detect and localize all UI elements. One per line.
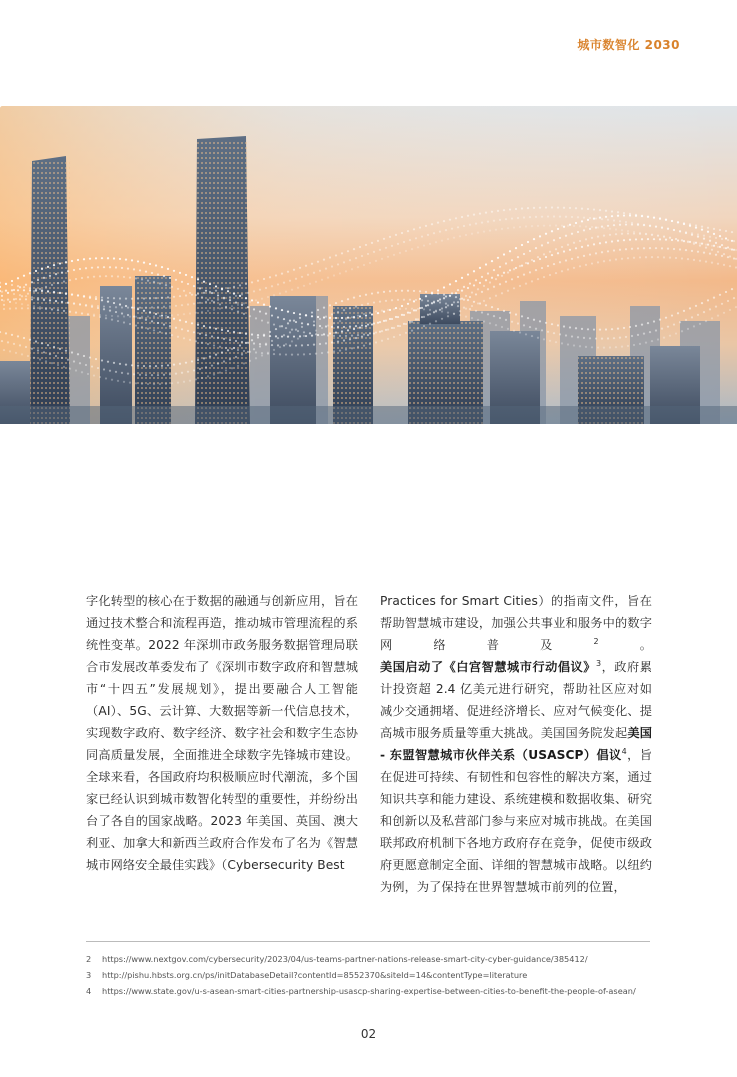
footnote-ref[interactable]: 4 bbox=[621, 746, 627, 756]
page-number: 02 bbox=[360, 1027, 377, 1041]
footnote-number: 4 bbox=[86, 986, 92, 996]
body-paragraph: 字化转型的核心在于数据的融通与创新应用，旨在通过技术整合和流程再造，推动城市管理流程的系统性变革。2022 年深圳市政务服务数据管理局联合市发展改革委发布了《深圳市数字政府和智慧城市“十四五”发展规划》，提出要融合人工智能（AI）、5G、云计算、大数据等新一代信息技术，实现数字政府、数字经济、数字社会和数字生态协同高质量发展，全面推进全球数字先锋城市建设。全球来看，各国政府均积极顺应时代潮流，多个国家已经认识到城市数智化转型的重要性，并纷纷出台了各自的国家战略。2023 年美国、英国、澳大利亚、加拿大和新西兰政府合作发布了名为《智慧城市网络安全最佳实践》（Cybersecurity Best bbox=[86, 594, 358, 872]
footnote-link[interactable]: https://www.nextgov.com/cybersecurity/2023/04/us-teams-partner-nations-release-smart-city-cyber-guidance/385412/ bbox=[102, 954, 588, 964]
hero-image bbox=[0, 106, 737, 424]
footnote-link[interactable]: https://www.state.gov/u-s-asean-smart-cities-partnership-usascp-sharing-expertise-between-cities-to-benefit-the-people-of-asean/ bbox=[102, 986, 636, 996]
footnote-ref[interactable]: 3 bbox=[595, 658, 602, 668]
footnote-item bbox=[86, 951, 686, 967]
body-text: Practices for Smart Cities）的指南文件，旨在帮助智慧城市建设，加强公共事业和服务中的数字网络普及 bbox=[380, 594, 652, 652]
footnotes bbox=[86, 951, 686, 999]
footnote-number: 3 bbox=[86, 970, 92, 980]
footnote-link[interactable]: http://pishu.hbsts.org.cn/ps/initDatabaseDetail?contentId=8552370&siteId=14&contentType=literature bbox=[102, 970, 528, 980]
body-column-right bbox=[380, 590, 652, 898]
bold-partnership-name: 美国 - 东盟智慧城市伙伴关系（USASCP）倡议 bbox=[380, 726, 652, 762]
footnote-divider bbox=[86, 941, 650, 942]
footnote-ref[interactable]: 2 bbox=[593, 636, 599, 646]
body-text: ，旨在促进可持续、有韧性和包容性的解决方案，通过知识共享和能力建设、系统建模和数据收集、研究和创新以及私营部门参与来应对城市挑战。在美国联邦政府机制下各地方政府存在竞争，促使市级政府更愿意制定全面、详细的智慧城市战略。以纽约为例，为了保持在世界智慧城市前列的位置， bbox=[380, 748, 652, 894]
bold-initiative-name: 美国启动了《白宫智慧城市行动倡议》 bbox=[380, 660, 596, 674]
body-text: ，政府累计投资超 2.4 亿美元进行研究，帮助社区应对如减少交通拥堵、促进经济增长、应对气候变化、提高城市服务质量等重大挑战。美国国务院发起 bbox=[380, 660, 653, 740]
footnote-number: 2 bbox=[86, 954, 92, 964]
footnote-item bbox=[86, 983, 686, 999]
body-column-left bbox=[86, 590, 358, 876]
running-header-title: 城市数智化 2030 bbox=[577, 38, 680, 52]
footnote-item bbox=[86, 967, 686, 983]
body-text: 。 bbox=[598, 638, 652, 652]
